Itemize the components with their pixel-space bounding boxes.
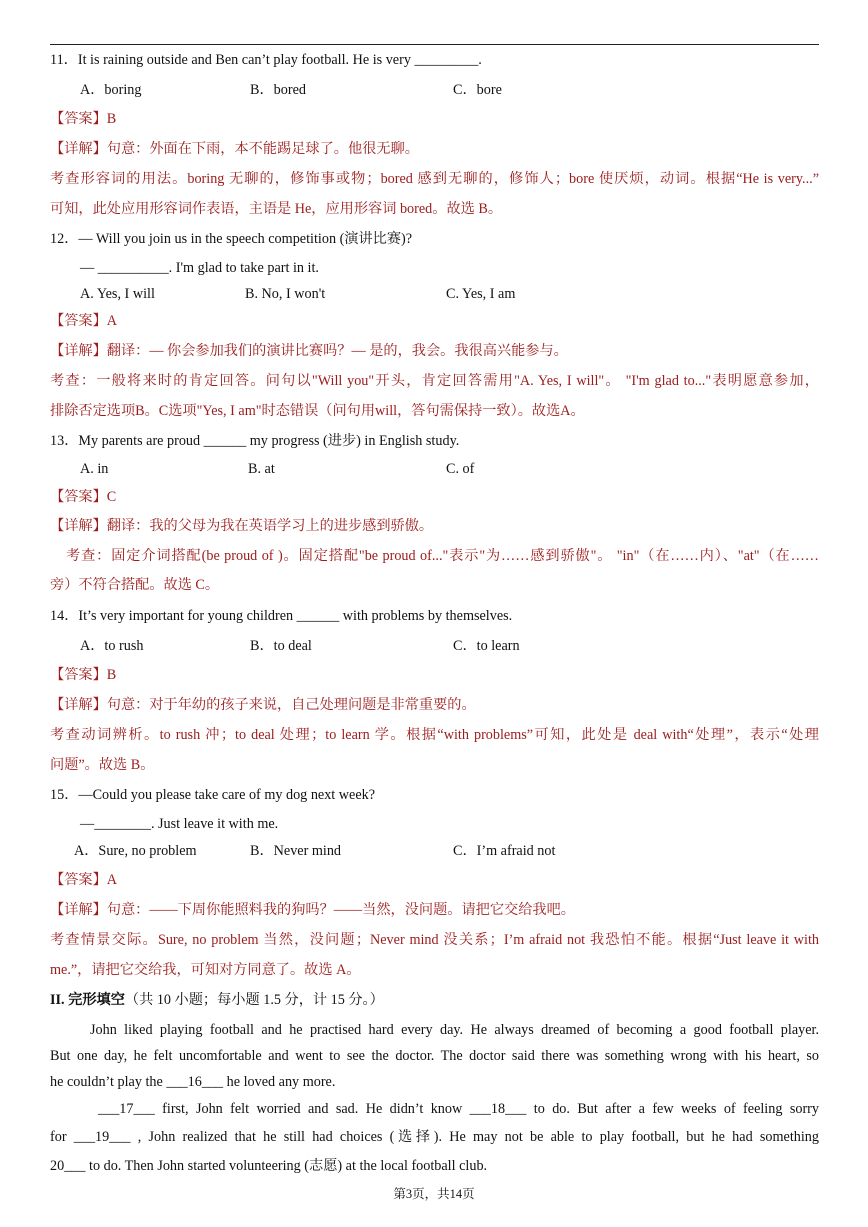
q15-option-b: B．Never mind [250, 843, 342, 859]
q13-answer: 【答案】C [50, 489, 117, 505]
q13-option-b: B. at [248, 461, 275, 477]
q13-option-c: C. of [446, 461, 475, 477]
section-title: II. 完形填空 [50, 992, 125, 1008]
page-number: 第3页，共14页 [393, 1187, 475, 1201]
q14-option-a: A．to rush [80, 638, 144, 654]
q11-option-b: B．bored [250, 82, 306, 98]
q13-option-a: A. in [80, 461, 109, 477]
q15-question: 15．—Could you please take care of my dog next week? [50, 787, 376, 803]
q12-analysis-line2: 排除否定选项B。C选项"Yes, I am"时态错误（问句用will，答句需保持一致）。故选A。 [50, 403, 585, 419]
q11-analysis-line1: 考查形容词的用法。boring 无聊的，修饰事或物；bored 感到无聊的，修饰人；bore 使厌烦，动词。根据“He is very...” [50, 171, 819, 187]
passage-line5: for ___19___ , John realized that he still had choices (选择). He may not be able to play football, but he had something [50, 1129, 819, 1145]
q15-option-c: C．I’m afraid not [453, 843, 556, 859]
q12-option-c: C. Yes, I am [446, 286, 516, 302]
section-heading [50, 991, 384, 1009]
q13-analysis-line1: 考查：固定介词搭配(be proud of )。固定搭配"be proud of..."表示"为……感到骄傲"。 "in"（在……内）、"at"（在…… [66, 548, 819, 564]
q12-detail: 【详解】翻译：— 你会参加我们的演讲比赛吗？— 是的，我会。我很高兴能参与。 [50, 343, 568, 359]
q12-option-b: B. No, I won't [245, 286, 326, 302]
q15-detail: 【详解】句意：——下周你能照料我的狗吗？——当然，没问题。请把它交给我吧。 [50, 902, 575, 918]
q14-analysis-line1: 考查动词辨析。to rush 冲；to deal 处理；to learn 学。根据“with problems”可知，此处是 deal with“处理”，表示“处理 [50, 727, 819, 743]
q14-option-c: C．to learn [453, 638, 520, 654]
q12-answer: 【答案】A [50, 313, 117, 329]
q14-answer: 【答案】B [50, 667, 117, 683]
section-title-rest: （共 10 小题；每小题 1.5 分，计 15 分。） [124, 992, 384, 1008]
passage-line2: But one day, he felt uncomfortable and went to see the doctor. The doctor said there was something wrong with his heart, so [50, 1048, 819, 1064]
q12-analysis-line1: 考查：一般将来时的肯定回答。问句以"Will you"开头，肯定回答需用"A. Yes, I will"。 "I'm glad to..."表明愿意参加， [50, 373, 819, 389]
q11-question: 11．It is raining outside and Ben can’t play football. He is very _________. [50, 52, 482, 68]
q11-answer: 【答案】B [50, 111, 117, 127]
q15-analysis-line1: 考查情景交际。Sure, no problem 当然，没问题；Never mind 没关系；I’m afraid not 我恐怕不能。根据“Just leave it with [50, 932, 819, 948]
q15-analysis-line2: me.”，请把它交给我，可知对方同意了。故选 A。 [50, 962, 361, 978]
q12-option-a: A. Yes, I will [80, 286, 155, 302]
q15-option-a: A．Sure, no problem [74, 843, 197, 859]
q12-reply: — __________. I'm glad to take part in it. [80, 260, 319, 276]
q14-detail: 【详解】句意：对于年幼的孩子来说，自己处理问题是非常重要的。 [50, 697, 476, 713]
q11-option-a: A．boring [80, 82, 142, 98]
passage-line4: ___17___ first, John felt worried and sad. He didn’t know ___18___ to do. But after a few weeks of feeling sorry [98, 1101, 819, 1117]
q14-question: 14．It’s very important for young children ______ with problems by themselves. [50, 608, 513, 624]
q15-reply: —________. Just leave it with me. [80, 816, 279, 832]
q13-question: 13．My parents are proud ______ my progress (进步) in English study. [50, 433, 460, 449]
q13-analysis-line2: 旁）不符合搭配。故选 C。 [50, 577, 220, 593]
q14-analysis-line2: 问题”。故选 B。 [50, 757, 155, 773]
q11-option-c: C．bore [453, 82, 502, 98]
q14-option-b: B．to deal [250, 638, 312, 654]
header-rule [50, 44, 819, 45]
passage-line6: 20___ to do. Then John started volunteering (志愿) at the local football club. [50, 1158, 488, 1174]
q15-answer: 【答案】A [50, 872, 117, 888]
q11-analysis-line2: 可知，此处应用形容词作表语，主语是 He，应用形容词 bored。故选 B。 [50, 201, 503, 217]
q11-detail: 【详解】句意：外面在下雨，本不能踢足球了。他很无聊。 [50, 141, 419, 157]
passage-line3: he couldn’t play the ___16___ he loved any more. [50, 1074, 336, 1090]
q13-detail: 【详解】翻译：我的父母为我在英语学习上的进步感到骄傲。 [50, 518, 434, 534]
passage-line1: John liked playing football and he practised hard every day. He always dreamed of becoming a good football player. [90, 1022, 819, 1038]
q12-question: 12．— Will you join us in the speech competition (演讲比赛)? [50, 231, 413, 247]
